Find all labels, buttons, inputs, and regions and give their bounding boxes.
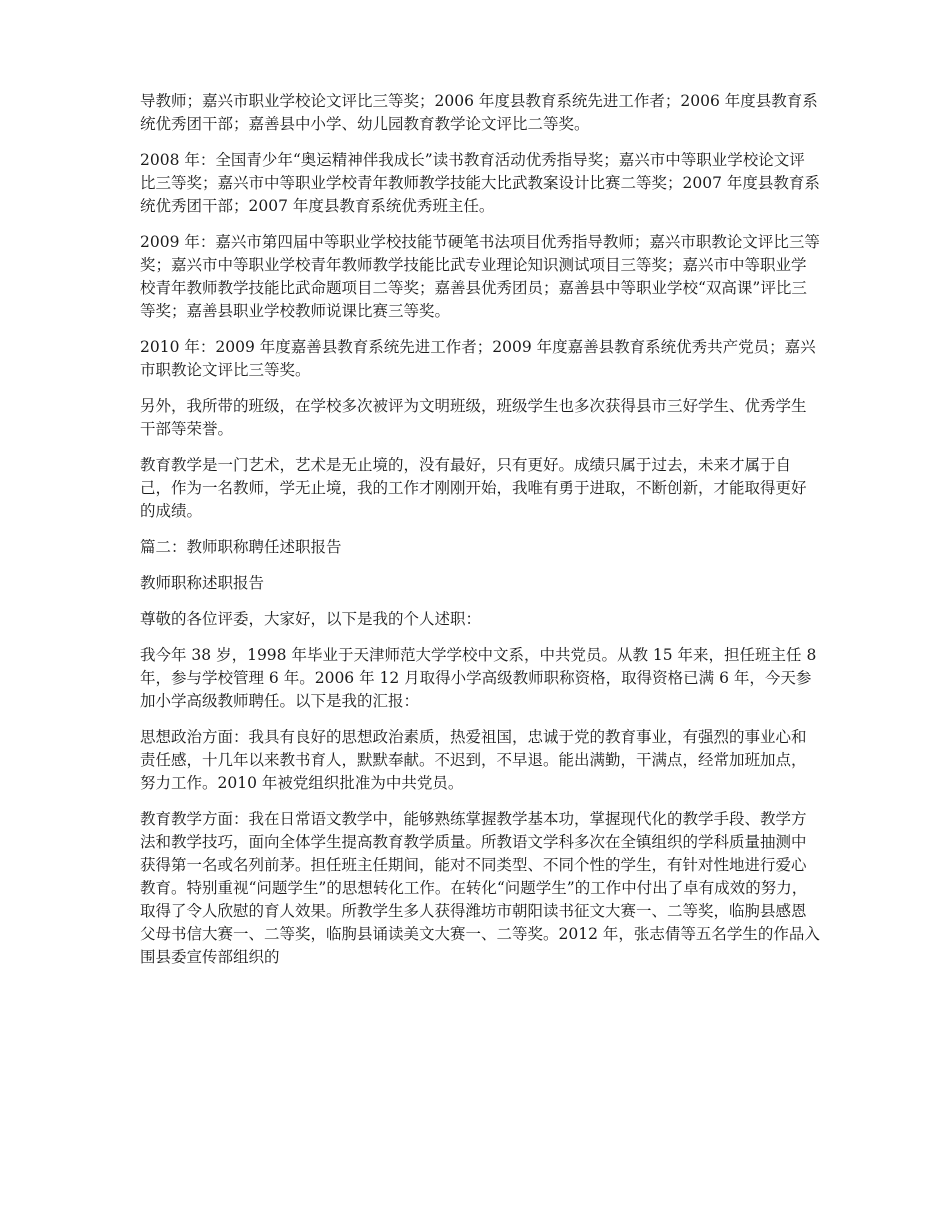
section-heading: 篇二：教师职称聘任述职报告 xyxy=(140,538,342,556)
paragraph-closing-reflection: 教育教学是一门艺术，艺术是无止境的，没有最好，只有更好。成绩只属于过去，未来才属于自己，作为一名教师，学无止境，我的工作才刚刚开始，我唯有勇于进取，不断创新，才能取得更好的成绩。 xyxy=(140,456,807,520)
paragraph-awards-2006: 导教师；嘉兴市职业学校论文评比三等奖；2006 年度县教育系统先进工作者；2006 年度县教育系统优秀团干部；嘉善县中小学、幼儿园教育教学论文评比二等奖。 xyxy=(140,92,818,133)
paragraph-political: 思想政治方面：我具有良好的思想政治素质，热爱祖国，忠诚于党的教育事业，有强烈的事业心和责任感，十几年以来教书育人，默默奉献。不迟到，不早退。能出满勤，干满点，经常加班加点，努力工作。2010 年被党组织批准为中共党员。 xyxy=(140,728,807,792)
paragraph-personal-info: 我今年 38 岁，1998 年毕业于天津师范大学学校中文系，中共党员。从教 15 年来，担任班主任 8 年，参与学校管理 6 年。2006 年 12 月取得小学高级教师职称资格，取得资格已满 6 年，今天参加小学高级教师聘任。以下是我的汇报： xyxy=(140,646,817,710)
report-title: 教师职称述职报告 xyxy=(140,574,265,592)
salutation: 尊敬的各位评委，大家好，以下是我的个人述职： xyxy=(140,610,482,628)
paragraph-awards-2009: 2009 年：嘉兴市第四届中等职业学校技能节硬笔书法项目优秀指导教师；嘉兴市职教论文评比三等奖；嘉兴市中等职业学校青年教师教学技能比武专业理论知识测试项目三等奖；嘉兴市中等职业学校青年教师教学技能比武命题项目二等奖；嘉善县优秀团员；嘉善县中等职业学校“双高课”评比三等奖；嘉善县职业学校教师说课比赛三等奖。 xyxy=(140,233,820,320)
paragraph-awards-2008: 2008 年：全国青少年“奥运精神伴我成长”读书教育活动优秀指导奖；嘉兴市中等职业学校论文评比三等奖；嘉兴市中等职业学校青年教师教学技能大比武教案设计比赛二等奖；2007 年度县教育系统优秀团干部；2007 年度县教育系统优秀班主任。 xyxy=(140,151,820,215)
paragraph-class-honors: 另外，我所带的班级，在学校多次被评为文明班级，班级学生也多次获得县市三好学生、优秀学生干部等荣誉。 xyxy=(140,397,807,438)
paragraph-teaching: 教育教学方面：我在日常语文教学中，能够熟练掌握教学基本功，掌握现代化的教学手段、教学方法和教学技巧，面向全体学生提高教育教学质量。所教语文学科多次在全镇组织的学科质量抽测中获得第一名或名列前茅。担任班主任期间，能对不同类型、不同个性的学生，有针对性地进行爱心教育。特别重视“问题学生”的思想转化工作。在转化“问题学生”的工作中付出了卓有成效的努力，取得了令人欣慰的育人效果。所教学生多人获得潍坊市朝阳读书征文大赛一、二等奖，临朐县感恩父母书信大赛一、二等奖，临朐县诵读美文大赛一、二等奖。2012 年，张志倩等五名学生的作品入围县委宣传部组织的 xyxy=(140,810,820,966)
paragraph-awards-2010: 2010 年：2009 年度嘉善县教育系统先进工作者；2009 年度嘉善县教育系统优秀共产党员；嘉兴市职教论文评比三等奖。 xyxy=(140,338,816,379)
document-body xyxy=(140,90,820,982)
